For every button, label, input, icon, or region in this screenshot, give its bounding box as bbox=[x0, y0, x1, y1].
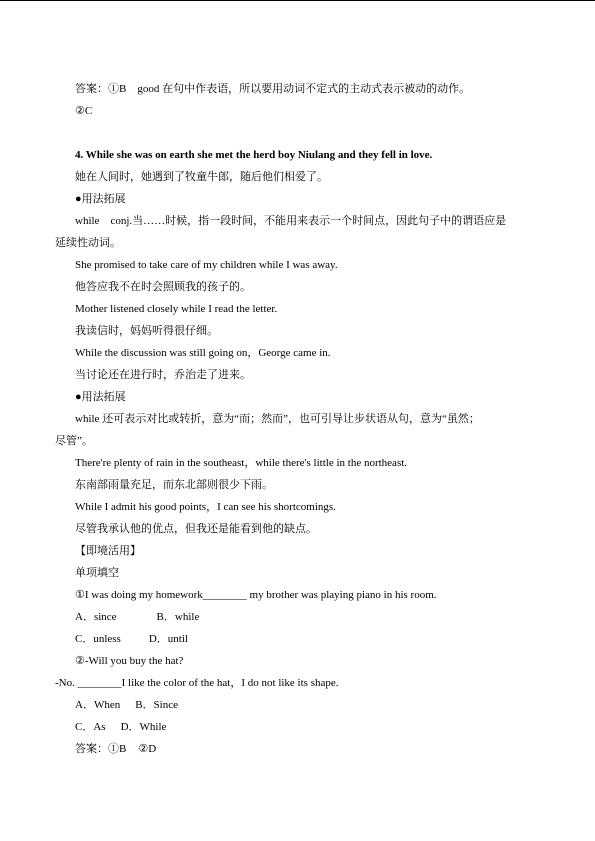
exercise-type-label: 单项填空 bbox=[75, 567, 119, 579]
example-translation: 当讨论还在进行时，乔治走了进来。 bbox=[75, 369, 251, 381]
final-answer bbox=[55, 738, 545, 760]
question-2-options-row-1 bbox=[55, 694, 545, 716]
example-sentence: There're plenty of rain in the southeast，while there's little in the northeast. bbox=[75, 457, 408, 469]
example-sentence: Mother listened closely while I read the letter. bbox=[75, 303, 278, 315]
option-a: A．since bbox=[75, 611, 117, 623]
example-translation: 东南部雨量充足，而东北部则很少下雨。 bbox=[75, 479, 273, 491]
spacer bbox=[55, 122, 545, 144]
answer-line-1: 答案：①B good 在句中作表语，所以要用动词不定式的主动式表示被动的动作。 bbox=[75, 83, 471, 95]
option-b: B．Since bbox=[135, 699, 178, 711]
question-2: ②-Will you buy the hat? bbox=[75, 655, 184, 667]
option-c: C．As bbox=[75, 721, 106, 733]
usage-extension-label: ●用法拓展 bbox=[75, 391, 126, 403]
usage-extension-label: ●用法拓展 bbox=[75, 193, 126, 205]
heading-translation: 她在人间时，她遇到了牧童牛郎，随后他们相爱了。 bbox=[75, 171, 328, 183]
usage-note-line-2: 延续性动词。 bbox=[55, 237, 121, 249]
example-translation: 尽管我承认他的优点，但我还是能看到他的缺点。 bbox=[75, 523, 317, 535]
answer-line-2: ②C bbox=[75, 105, 93, 117]
usage-note-line-2: 尽管”。 bbox=[55, 435, 93, 447]
option-d: D．until bbox=[148, 633, 188, 645]
option-c: C．unless bbox=[75, 633, 121, 645]
practice-heading: 【即境活用】 bbox=[75, 545, 141, 557]
top-rule bbox=[0, 0, 595, 1]
question-2-options-row-2 bbox=[55, 716, 545, 738]
question-2-response: -No. ________I like the color of the hat，I do not like its shape. bbox=[55, 677, 339, 689]
option-b: B．while bbox=[156, 611, 200, 623]
example-sentence: She promised to take care of my children while I was away. bbox=[75, 259, 338, 271]
question-1: ①I was doing my homework________ my brother was playing piano in his room. bbox=[75, 589, 437, 601]
example-sentence: While the discussion was still going on，George came in. bbox=[75, 347, 331, 359]
usage-note-line-1: while conj.当……时候，指一段时间，不能用来表示一个时间点，因此句子中的谓语应是 bbox=[75, 215, 507, 227]
option-a: A．When bbox=[75, 699, 121, 711]
final-answer-1: 答案：①B bbox=[75, 743, 127, 755]
example-translation: 我读信时，妈妈听得很仔细。 bbox=[75, 325, 218, 337]
question-1-options-row-1 bbox=[55, 606, 545, 628]
final-answer-2: ②D bbox=[138, 743, 157, 755]
option-d: D．While bbox=[120, 721, 167, 733]
example-sentence: While I admit his good points，I can see his shortcomings. bbox=[75, 501, 336, 513]
page-content bbox=[55, 78, 545, 760]
usage-note-line-1: while 还可表示对比或转折，意为“而；然而”，也可引导让步状语从句，意为“虽然； bbox=[75, 413, 480, 425]
example-translation: 他答应我不在时会照顾我的孩子的。 bbox=[75, 281, 251, 293]
section-heading: 4. While she was on earth she met the herd boy Niulang and they fell in love. bbox=[75, 149, 433, 161]
question-1-options-row-2 bbox=[55, 628, 545, 650]
